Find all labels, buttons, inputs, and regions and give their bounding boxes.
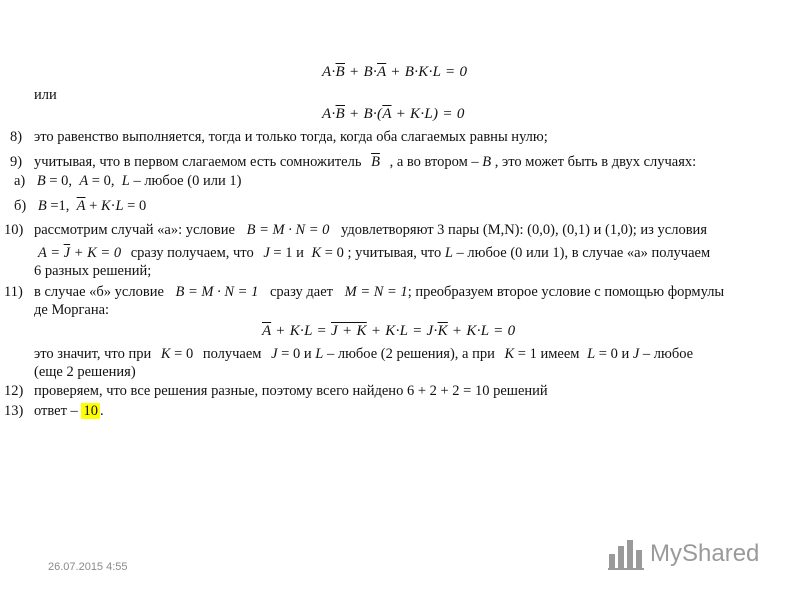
item-13-number: 13) [4,403,24,419]
case-a: а) B = 0, A = 0, L – любое (0 или 1) [14,173,242,189]
equation-1: $A\cdot\overline{B} + B\cdot\overline{A} + B\cdot K\cdot L = 0$ [322,64,468,80]
item-9-number: 9) [10,154,23,170]
case-b: б) B =1, $\overline{A} + K\cdot L = 0$ [14,198,147,214]
item-8-number: 8) [10,129,23,145]
bar-chart-icon [608,536,648,570]
item-11-line-3: это значит, что при K = 0 получаем J = 0 и L – любое (2 решения), а при K = 1 имеем L = 0 и J – любое [34,346,694,362]
or-word: или [34,87,57,103]
item-10-line-2: $A = \overline{J} + K = 0$ сразу получаем, что J = 1 и K = 0 ; учитывая, что L – любое (0 или 1), в случае «а» получаем [38,245,711,261]
item-8-text: это равенство выполняется, тогда и только тогда, когда оба слагаемых равны нулю; [34,129,548,145]
item-10-line-3: 6 разных решений; [34,263,152,279]
answer-highlight: 10 [83,403,98,419]
logo-text: MyShared [650,540,760,567]
demorgan-equation: $\overline{A} + K\cdot L = J + K + K\cdot L = J\cdot\overline{K} + K\cdot L = 0$ [262,323,516,339]
myshared-logo [606,534,766,574]
item-10-number: 10) [4,222,24,238]
equation-2: $A\cdot\overline{B} + B\cdot(\overline{A} + K\cdot L) = 0$ [322,106,465,122]
item-11-line-1: в случае «б» условие B = M · N = 1 сразу дает M = N = 1; преобразуем второе условие с помощью формулы [34,284,725,300]
item-11-line-4: (еще 2 решения) [34,364,136,380]
footer-date: 26.07.2015 4:55 [48,561,128,573]
item-12-number: 12) [4,383,24,399]
item-11-number: 11) [4,284,23,300]
item-11-line-2: де Моргана: [34,302,110,318]
item-9-text: учитывая, что в первом слагаемом есть сомножитель $\overline{B}$ , а во втором – B , это может быть в двух случаях: [34,154,697,170]
item-12-text: проверяем, что все решения разные, поэтому всего найдено 6 + 2 + 2 = 10 решений [34,383,548,399]
item-13-text: ответ – 10 . [34,403,104,419]
item-10-line-1: рассмотрим случай «а»: условие B = M · N = 0 удовлетворяют 3 пары (M,N): (0,0), (0,1) и (1,0); из условия [34,222,707,238]
